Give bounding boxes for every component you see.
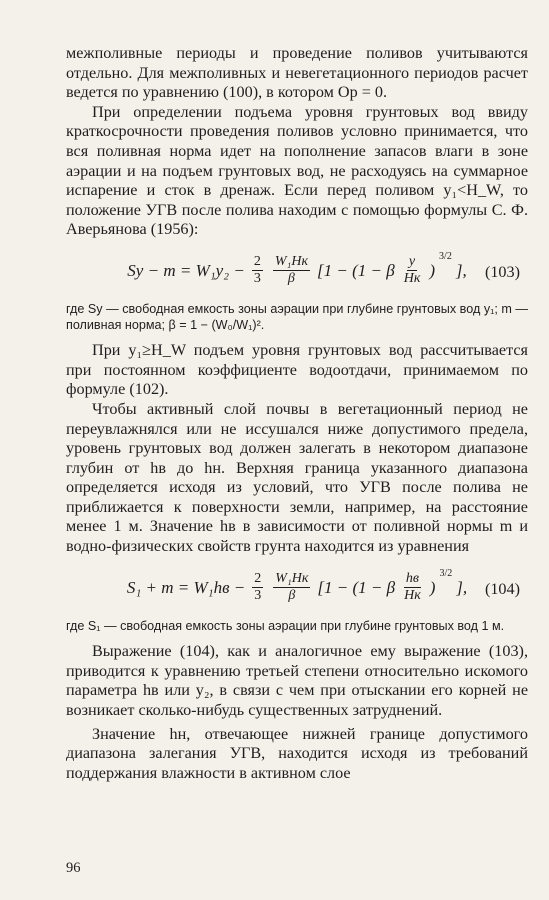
eq104-inner-right: ) [429,577,436,597]
eq104-exponent: 3/2 [439,567,453,579]
paragraph-2: При определении подъема уровня грунтовых вод ввиду краткосрочности проведения поливов условно принимается, что вся поливная норма идет на пополнение запасов влаги в зоне аэрации и на подъем грунтовых вод, не расходуясь на суммарное испарение и сток в дренаж. Если перед поливом y₁<H_W, то положение УГВ после полива находим с помощью формулы С. Ф. Аверьянова (1956): [66,102,528,239]
eq103-exponent: 3/2 [439,250,452,262]
note-eq103: где Sy — свободная емкость зоны аэрации при глубине грунтовых вод y₁; m — поливная норма; β = 1 − (W₀/W₁)². [66,301,528,332]
eq103-inner-left: [1 − (1 − β [317,260,395,280]
eq103-coef: $\frac{2}{3}$ [253,254,261,287]
eq104-lhs: S₁ + m = W₁hв − [126,577,246,597]
paragraph-3: При y₁≥H_W подъем уровня грунтовых вод рассчитывается при постоянном коэффициенте водоотдачи, принимаемом по формуле (102). [66,341,528,399]
note-eq104: где S₁ — свободная емкость зоны аэрации при глубине грунтовых вод 1 м. [66,618,505,633]
eq103-lhs: Sy − m = W₁y₂ − [127,260,245,280]
eq104-frac: $\frac{\text{W₁Hк}}{\beta}$ [275,571,309,604]
eq104-number: (104) [484,579,520,598]
page-number: 96 [66,860,81,876]
eq103-inner-frac: $\frac{y}{Hк}$ [403,254,421,287]
paragraph-6: Значение hн, отвечающее нижней границе допустимого диапазона залегания УГВ, находится исходя из требований поддержания влажности в активном слое [66,724,528,782]
eq104-close: ], [456,577,468,597]
paragraph-5: Выражение (104), как и аналогичное ему выражение (103), приводится к уравнению третьей степени относительно искомого параметра hв или y₂, в связи с чем при отыскании его корней не возникает сколько-нибудь существенных затруднений. [66,642,528,720]
eq103-frac: $\frac{\text{W₁Hк}}{\beta}$ [274,254,309,287]
eq103-number: (103) [484,262,520,281]
paragraph-1: межполивные периоды и проведение поливов учитываются отдельно. Для межполивных и невегетационного периодов расчет ведется по уравнению (100), в котором Op = 0. [66,44,528,102]
equation-103 [66,240,528,302]
eq104-coef: $\frac{2}{3}$ [254,571,262,604]
eq103-close: ], [455,260,467,280]
paragraph-4: Чтобы активный слой почвы в вегетационный период не переувлажнялся или не иссушался ниже допустимого предела, уровень грунтовых вод должен залегать в некотором диапазоне глубин от hв до hн. Верхняя граница указанного диапазона определяется исходя из условий, что УГВ после полива не приближается к поверхности земли, например, на расстояние менее 1 м. Значение hв в зависимости от поливной нормы m и водно-физических свойств грунта находится из уравнения [66,399,528,556]
equation-104 [66,557,528,619]
eq104-inner-left: [1 − (1 − β [317,577,396,597]
eq104-inner-frac: $\frac{hв}{Hк}$ [404,571,421,604]
page-content [66,44,528,783]
eq103-inner-right: ) [429,260,436,280]
